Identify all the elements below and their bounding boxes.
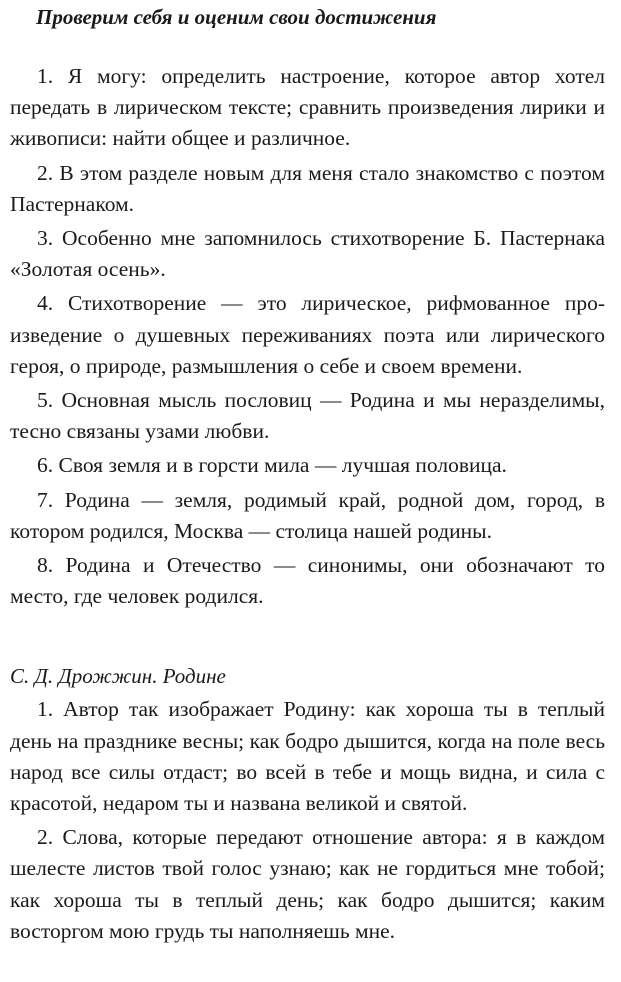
list-item: 8. Родина и Отечество — синонимы, они обозначают то место, где человек родился. xyxy=(10,553,605,609)
page-heading: Проверим себя и оценим свои достижения xyxy=(36,5,437,29)
section-drozhzhin xyxy=(10,661,605,947)
section-title: С. Д. Дрожжин. Родине xyxy=(10,664,226,689)
list-item: 1. Автор так изображает Родину: как хороша ты в теплый день на празднике весны; как бодро дышится, когда на поле весь народ все силы отдаст; во всей в тебе и мощь видна, и сила с красотой, недаром ты и названа великой и святой. xyxy=(10,697,605,816)
list-item: 4. Стихотворение — это лирическое, рифмованное произведение о душевных переживаниях поэта или лирического героя, о природе, размышления о себе и своем времени. xyxy=(10,291,605,378)
page xyxy=(10,0,605,947)
self-check-list xyxy=(10,61,605,612)
section-spacer xyxy=(10,612,605,661)
list-item: 2. В этом разделе новым для меня стало знакомство с поэтом Пастернаком. xyxy=(10,160,605,216)
list-item: 6. Своя земля и в горсти мила — лучшая половица. xyxy=(37,453,507,478)
list-item: 3. Особенно мне запомнилось стихотворение Б. Пастернака «Золотая осень». xyxy=(10,226,605,282)
list-item: 1. Я могу: определить настроение, которое автор хотел передать в лирическом тексте; сравнить произведения лирики и живописи: найти общее и различное. xyxy=(10,64,605,151)
list-item: 5. Основная мысль пословиц — Родина и мы неразделимы, тесно связаны узами любви. xyxy=(10,388,605,444)
list-item: 2. Слова, которые передают отношение автора: я в каждом шелесте листов твой голос узнаю; как не гордиться мне тобой; как хороша ты в теплый день; как бодро дышится; каким восторгом мою грудь ты наполняешь мне. xyxy=(10,825,605,943)
list-item: 7. Родина — земля, родимый край, родной дом, город, в котором родился, Москва — столица нашей родины. xyxy=(10,487,605,543)
